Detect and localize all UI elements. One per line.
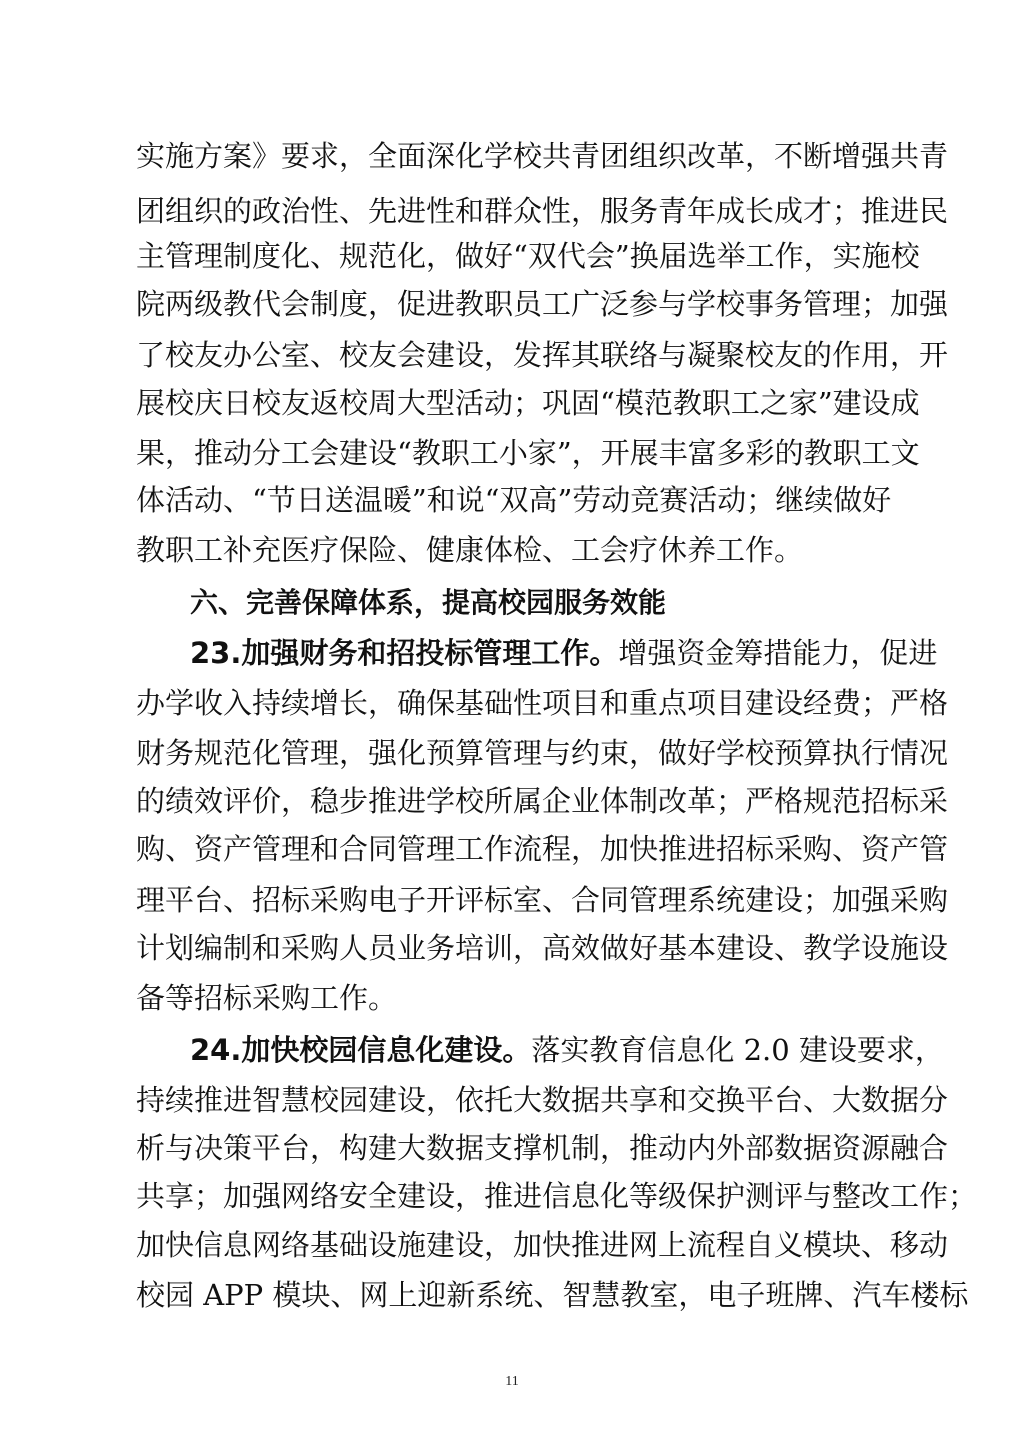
item-24-title: 24.加快校园信息化建设。 bbox=[190, 1033, 532, 1067]
body-text-line: 团组织的政治性、先进性和群众性，服务青年成长成才；推进民 bbox=[136, 194, 949, 228]
body-text-line: 计划编制和采购人员业务培训，高效做好基本建设、教学设施设 bbox=[136, 931, 949, 965]
body-text-line: 院两级教代会制度，促进教职员工广泛参与学校事务管理；加强 bbox=[136, 287, 949, 321]
section-heading: 六、完善保障体系，提高校园服务效能 bbox=[190, 586, 667, 619]
body-text-line: 购、资产管理和合同管理工作流程，加快推进招标采购、资产管 bbox=[136, 832, 949, 866]
body-text-line: 校园 APP 模块、网上迎新系统、智慧教室，电子班牌、汽车楼标 bbox=[136, 1278, 969, 1312]
item-24-first-line bbox=[190, 1030, 944, 1070]
body-text-line: 的绩效评价，稳步推进学校所属企业体制改革；严格规范招标采 bbox=[136, 784, 949, 818]
body-text-line: 体活动、“节日送温暖”和说“双高”劳动竞赛活动；继续做好 bbox=[136, 483, 892, 517]
item-23-first-line-text: 增强资金筹措能力，促进 bbox=[618, 636, 938, 670]
body-text-line: 展校庆日校友返校周大型活动；巩固“模范教职工之家”建设成 bbox=[136, 386, 920, 420]
body-text-line: 持续推进智慧校园建设，依托大数据共享和交换平台、大数据分 bbox=[136, 1083, 949, 1117]
item-24-first-line-text: 落实教育信息化 2.0 建设要求， bbox=[531, 1033, 944, 1067]
body-text-line: 办学收入持续增长，确保基础性项目和重点项目建设经费；严格 bbox=[136, 686, 949, 720]
body-text-line: 共享；加强网络安全建设，推进信息化等级保护测评与整改工作； bbox=[136, 1179, 978, 1213]
item-23-first-line bbox=[190, 633, 938, 673]
page-number: 11 bbox=[505, 1374, 519, 1389]
body-text-line: 教职工补充医疗保险、健康体检、工会疗休养工作。 bbox=[136, 533, 804, 567]
body-text-line: 理平台、招标采购电子开评标室、合同管理系统建设；加强采购 bbox=[136, 883, 949, 917]
body-text-line: 了校友办公室、校友会建设，发挥其联络与凝聚校友的作用，开 bbox=[136, 338, 949, 372]
body-text-line: 析与决策平台，构建大数据支撑机制，推动内外部数据资源融合 bbox=[136, 1131, 949, 1165]
body-text-line: 备等招标采购工作。 bbox=[136, 981, 398, 1015]
body-text-line: 主管理制度化、规范化，做好“双代会”换届选举工作，实施校 bbox=[136, 239, 920, 273]
body-text-line: 实施方案》要求，全面深化学校共青团组织改革，不断增强共青 bbox=[136, 139, 949, 173]
item-23-title: 23.加强财务和招投标管理工作。 bbox=[190, 636, 619, 670]
body-text-line: 果，推动分工会建设“教职工小家”，开展丰富多彩的教职工文 bbox=[136, 436, 920, 470]
body-text-line: 加快信息网络基础设施建设，加快推进网上流程自义模块、移动 bbox=[136, 1228, 949, 1262]
body-text-line: 财务规范化管理，强化预算管理与约束，做好学校预算执行情况 bbox=[136, 736, 949, 770]
